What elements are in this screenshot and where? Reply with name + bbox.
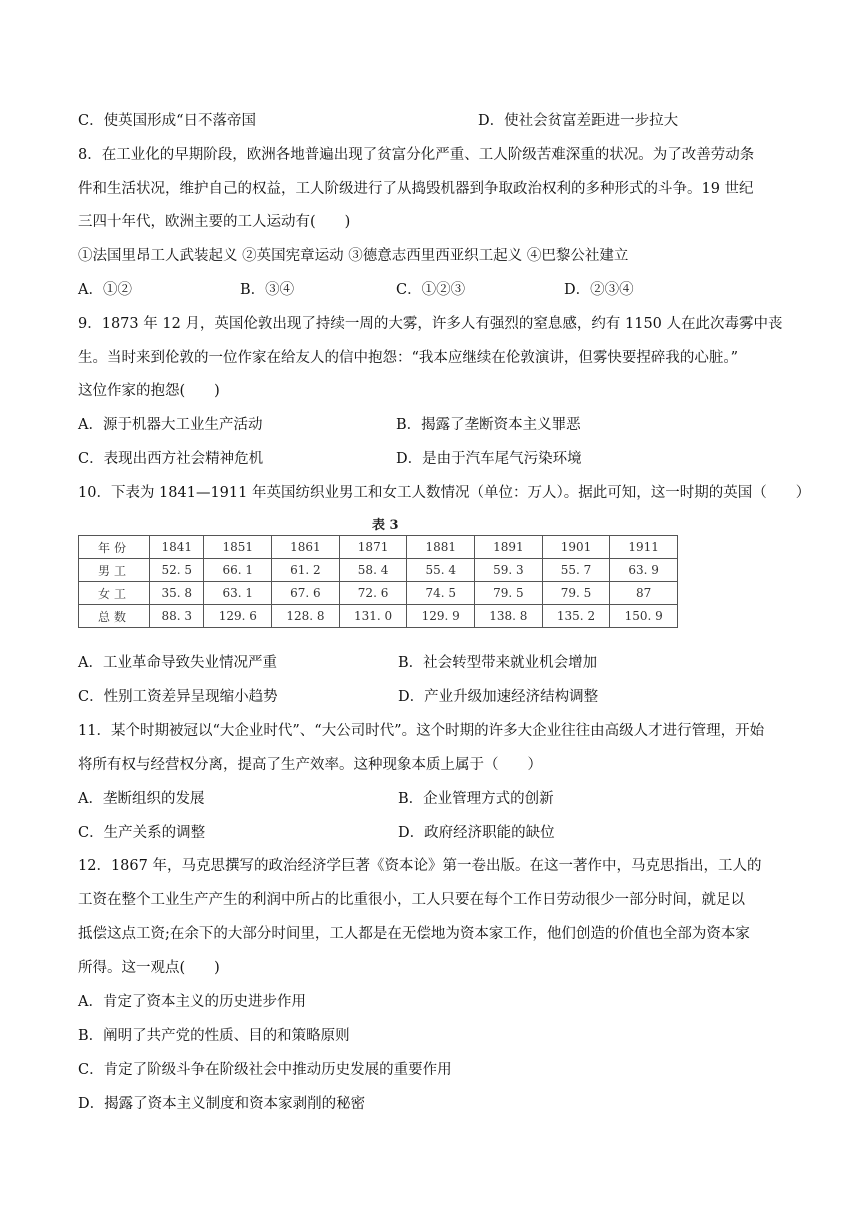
q12-stem-line-3: 抵偿这点工资;在余下的大部分时间里，工人都是在无偿地为资本家工作，他们创造的价值也全部为资本家: [78, 926, 750, 942]
table-cell: 总数: [79, 605, 150, 628]
table-cell: 74. 5: [407, 582, 475, 605]
q11-option-c: C．生产关系的调整: [78, 825, 206, 841]
q11-option-d: D．政府经济职能的缺位: [398, 825, 555, 841]
table-row: [79, 582, 678, 605]
q8-option-b: B．③④: [240, 282, 295, 298]
table-row: [79, 559, 678, 582]
q10-option-b: B．社会转型带来就业机会增加: [398, 655, 598, 671]
table-cell: 150. 9: [610, 605, 678, 628]
table-cell: 1871: [339, 536, 407, 559]
q9-option-d: D．是由于汽车尾气污染环境: [396, 451, 582, 467]
table-cell: 138. 8: [475, 605, 543, 628]
q11-option-b: B．企业管理方式的创新: [398, 791, 554, 807]
q12-option-b: B．阐明了共产党的性质、目的和策略原则: [78, 1028, 350, 1044]
table-cell: 59. 3: [475, 559, 543, 582]
table-cell: 52. 5: [150, 559, 204, 582]
q10-option-row-2: [78, 688, 599, 706]
table-cell: 67. 6: [272, 582, 340, 605]
table-header-row: [79, 536, 678, 559]
table-cell: 128. 8: [272, 605, 340, 628]
table-title: 表 3: [372, 518, 399, 533]
table-cell: 66. 1: [204, 559, 272, 582]
table-row: [79, 605, 678, 628]
table-cell: 55. 7: [542, 559, 610, 582]
table-cell: 1881: [407, 536, 475, 559]
q8-option-d: D．②③④: [564, 282, 634, 298]
q7-option-row: [78, 112, 679, 130]
table-cell: 79. 5: [475, 582, 543, 605]
table-cell: 1861: [272, 536, 340, 559]
q9-option-row-1: [78, 416, 581, 434]
table-cell: 63. 9: [610, 559, 678, 582]
q9-option-row-2: [78, 450, 582, 468]
q7-option-d: D．使社会贫富差距进一步拉大: [478, 113, 679, 129]
workers-table: [78, 535, 678, 628]
q8-stem-line-1: 8．在工业化的早期阶段，欧洲各地普遍出现了贫富分化严重、工人阶级苦难深重的状况。为了改善劳动条: [78, 147, 755, 163]
table-cell: 63. 1: [204, 582, 272, 605]
table-cell: 129. 6: [204, 605, 272, 628]
table-cell: 135. 2: [542, 605, 610, 628]
q9-option-a: A．源于机器大工业生产活动: [78, 417, 263, 433]
q10-option-d: D．产业升级加速经济结构调整: [398, 689, 599, 705]
table-cell: 男工: [79, 559, 150, 582]
table-cell: 1841: [150, 536, 204, 559]
table-cell: 年份: [79, 536, 150, 559]
q8-option-row: [78, 281, 698, 299]
table-cell: 1901: [542, 536, 610, 559]
q10-stem: 10．下表为 1841—1911 年英国纺织业男工和女工人数情况（单位：万人）。据此可知，这一时期的英国（ ）: [78, 485, 811, 501]
table-cell: 88. 3: [150, 605, 204, 628]
q12-option-c: C．肯定了阶级斗争在阶级社会中推动历史发展的重要作用: [78, 1062, 452, 1078]
q11-option-row-1: [78, 790, 554, 808]
table-cell: 129. 9: [407, 605, 475, 628]
table-cell: 61. 2: [272, 559, 340, 582]
q8-stem-line-3: 三四十年代，欧洲主要的工人运动有( ): [78, 214, 351, 230]
q10-option-row-1: [78, 654, 598, 672]
q11-option-a: A．垄断组织的发展: [78, 791, 205, 807]
table-cell: 1911: [610, 536, 678, 559]
table-cell: 87: [610, 582, 678, 605]
q11-stem-line-2: 将所有权与经营权分离，提高了生产效率。这种现象本质上属于（ ）: [78, 757, 542, 773]
q10-option-a: A．工业革命导致失业情况严重: [78, 655, 277, 671]
q10-option-c: C．性别工资差异呈现缩小趋势: [78, 689, 278, 705]
table-cell: 1851: [204, 536, 272, 559]
q12-option-d: D．揭露了资本主义制度和资本家剥削的秘密: [78, 1096, 366, 1112]
q8-option-c: C．①②③: [396, 282, 466, 298]
q11-option-row-2: [78, 824, 555, 842]
q8-option-a: A．①②: [78, 282, 132, 298]
q9-option-b: B．揭露了垄断资本主义罪恶: [396, 417, 581, 433]
q11-stem-line-1: 11．某个时期被冠以“大企业时代”、“大公司时代”。这个时期的许多大企业往往由高级人才进行管理，开始: [78, 723, 765, 739]
table-cell: 131. 0: [339, 605, 407, 628]
q9-stem-line-2: 生。当时来到伦敦的一位作家在给友人的信中抱怨：“我本应继续在伦敦演讲，但雾快要捏碎我的心脏。”: [78, 350, 739, 366]
q12-stem-line-4: 所得。这一观点( ): [78, 960, 220, 976]
q12-option-a: A．肯定了资本主义的历史进步作用: [78, 994, 306, 1010]
q8-stem-line-2: 件和生活状况，维护自己的权益，工人阶级进行了从捣毁机器到争取政治权利的多种形式的斗争。19 世纪: [78, 181, 754, 197]
table-cell: 1891: [475, 536, 543, 559]
q9-stem-line-3: 这位作家的抱怨( ): [78, 383, 220, 399]
q9-stem-line-1: 9．1873 年 12 月，英国伦敦出现了持续一周的大雾，许多人有强烈的窒息感，约有 1150 人在此次毒雾中丧: [78, 316, 783, 332]
table-cell: 58. 4: [339, 559, 407, 582]
table-cell: 79. 5: [542, 582, 610, 605]
q12-stem-line-1: 12．1867 年，马克思撰写的政治经济学巨著《资本论》第一卷出版。在这一著作中，马克思指出，工人的: [78, 858, 762, 874]
q8-items: ①法国里昂工人武装起义 ②英国宪章运动 ③德意志西里西亚织工起义 ④巴黎公社建立: [78, 248, 629, 264]
q12-stem-line-2: 工资在整个工业生产产生的利润中所占的比重很小，工人只要在每个工作日劳动很少一部分时间，就足以: [78, 892, 745, 908]
table-cell: 35. 8: [150, 582, 204, 605]
table-cell: 72. 6: [339, 582, 407, 605]
table-cell: 55. 4: [407, 559, 475, 582]
table-cell: 女工: [79, 582, 150, 605]
q9-option-c: C．表现出西方社会精神危机: [78, 451, 264, 467]
q7-option-c: C．使英国形成“日不落帝国: [78, 113, 257, 129]
